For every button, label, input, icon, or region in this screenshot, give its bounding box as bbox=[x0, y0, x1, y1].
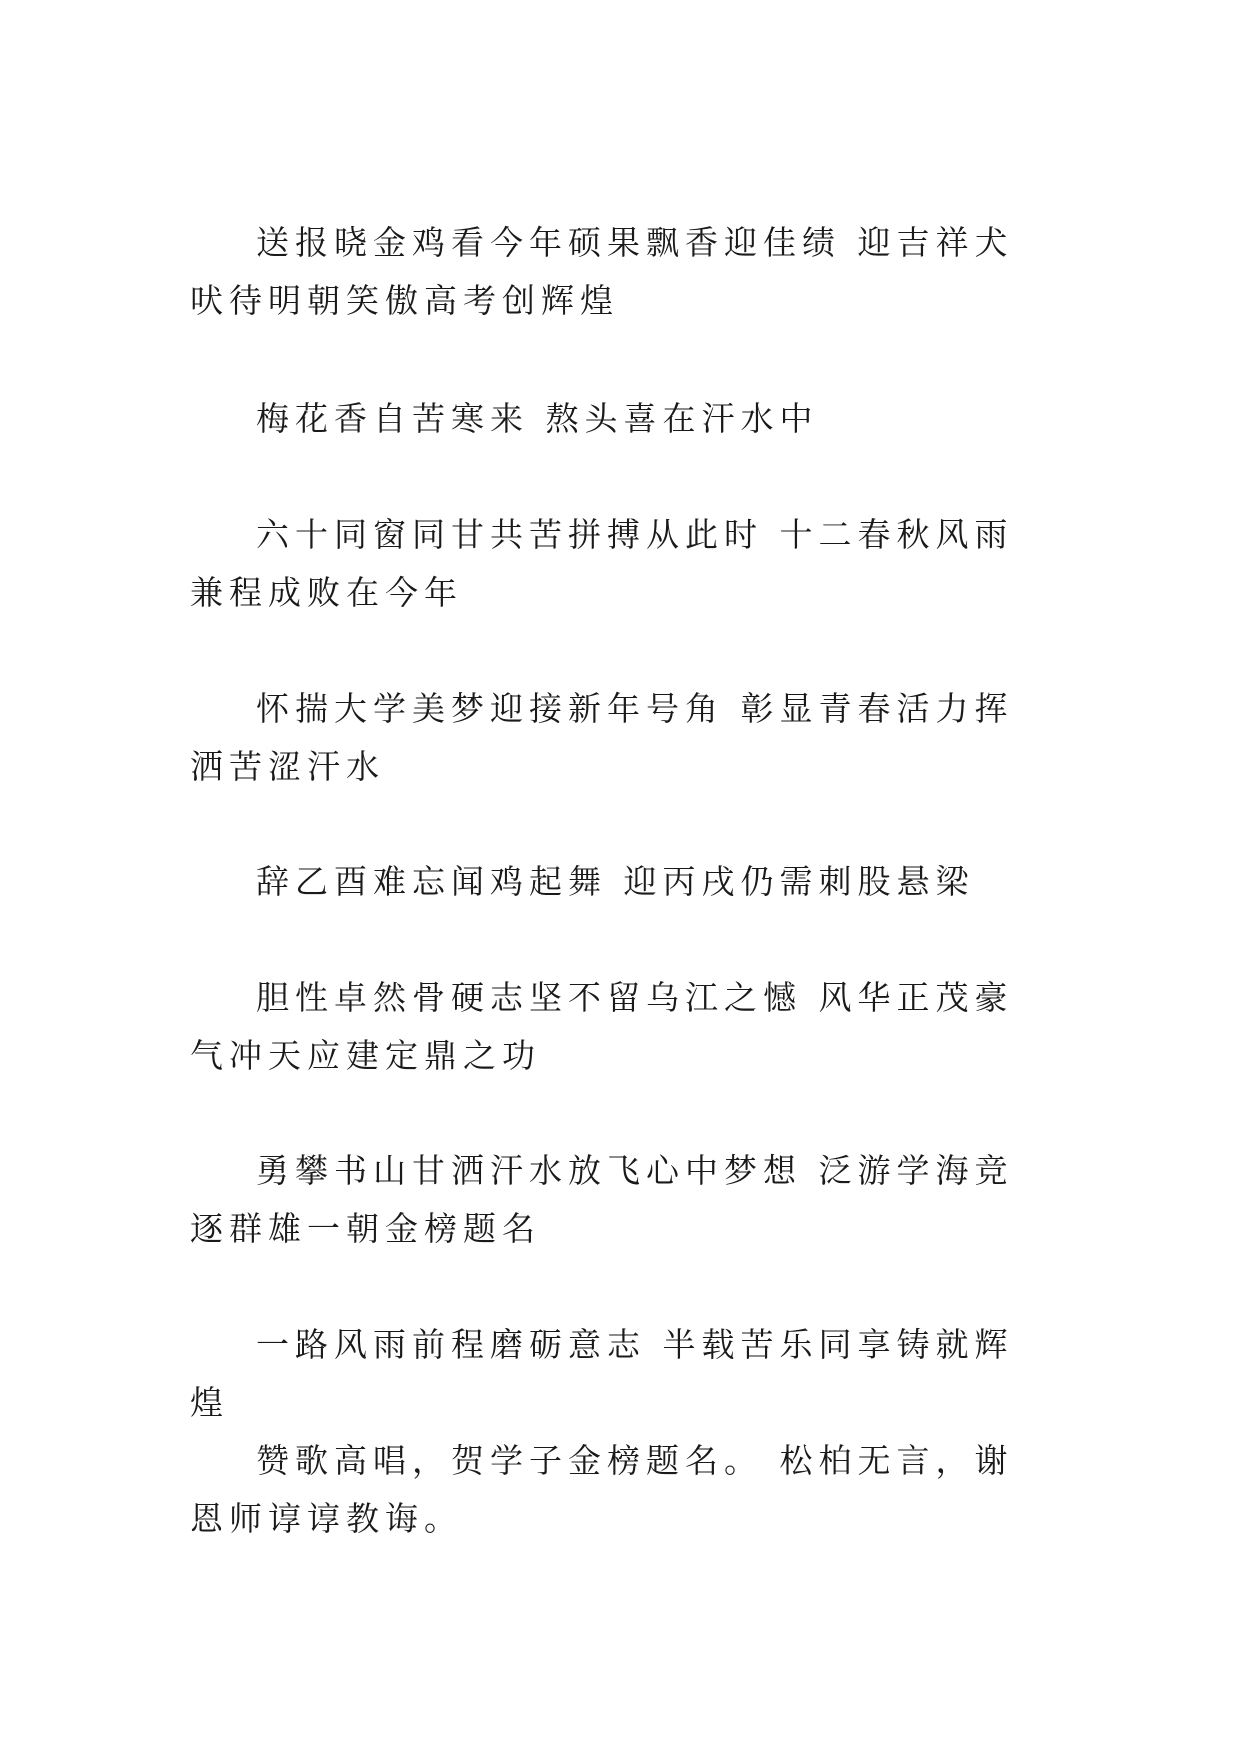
paragraph-7: 勇攀书山甘洒汗水放飞心中梦想 泛游学海竞逐群雄一朝金榜题名 bbox=[190, 1151, 1014, 1248]
paragraph-6: 胆性卓然骨硬志坚不留乌江之憾 风华正茂豪气冲天应建定鼎之功 bbox=[190, 978, 1014, 1075]
paragraph-9: 赞歌高唱，贺学子金榜题名。 松柏无言，谢恩师谆谆教诲。 bbox=[190, 1441, 1014, 1538]
paragraph-4: 怀揣大学美梦迎接新年号角 彰显青春活力挥洒苦涩汗水 bbox=[190, 689, 1014, 786]
paragraph-8: 一路风雨前程磨砺意志 半载苦乐同享铸就辉煌 bbox=[190, 1325, 1014, 1422]
paragraph-3: 六十同窗同甘共苦拼搏从此时 十二春秋风雨兼程成败在今年 bbox=[190, 515, 1014, 612]
paragraph-2: 梅花香自苦寒来 熬头喜在汗水中 bbox=[256, 399, 819, 438]
paragraph-1: 送报晓金鸡看今年硕果飘香迎佳绩 迎吉祥犬吠待明朝笑傲高考创辉煌 bbox=[190, 223, 1014, 320]
paragraph-5: 辞乙酉难忘闻鸡起舞 迎丙戌仍需刺股悬梁 bbox=[256, 862, 975, 901]
